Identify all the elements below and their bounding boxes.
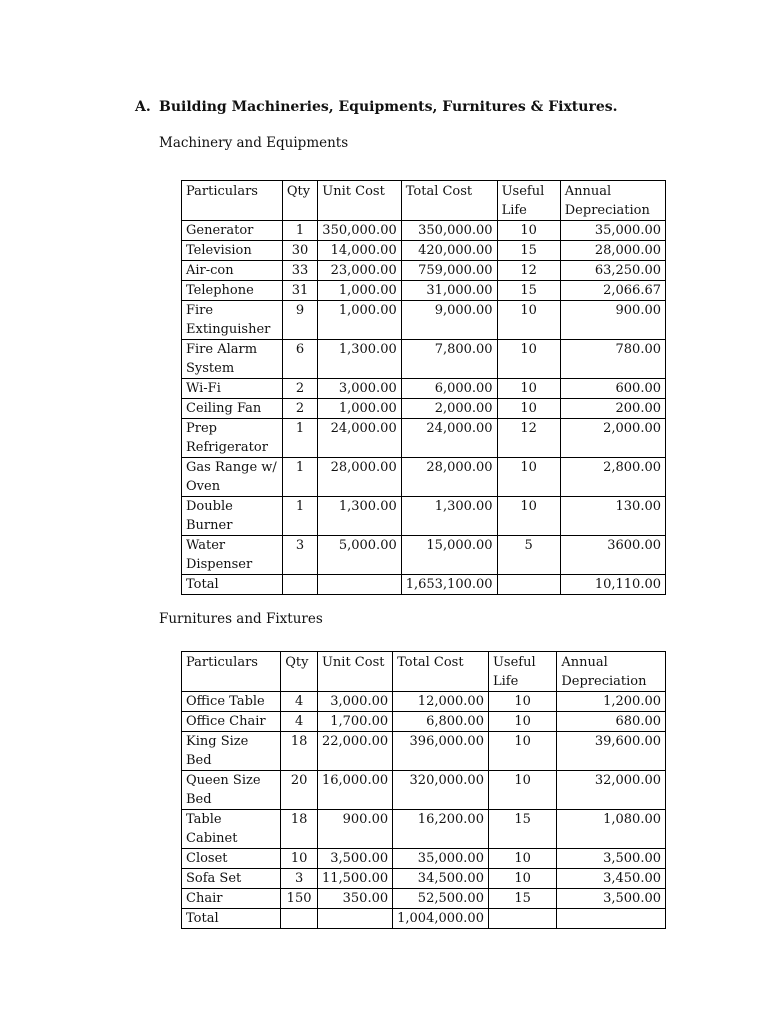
cell-total-cost: 16,200.00	[393, 810, 489, 849]
cell-unit-cost: 1,300.00	[318, 340, 401, 379]
total-total-cost: 1,653,100.00	[401, 575, 497, 595]
cell-annual-depreciation: 3,500.00	[557, 889, 666, 909]
cell-annual-depreciation: 39,600.00	[557, 732, 666, 771]
table-row	[182, 221, 666, 241]
cell-unit-cost: 11,500.00	[317, 869, 392, 889]
furniture-title: Furnitures and Fixtures	[159, 611, 323, 627]
cell-particulars: Ceiling Fan	[182, 399, 283, 419]
table-row	[182, 497, 666, 536]
table-row	[182, 379, 666, 399]
machinery-table	[181, 180, 666, 595]
cell-total-cost: 759,000.00	[401, 261, 497, 281]
cell-qty: 2	[282, 399, 317, 419]
table-row	[182, 419, 666, 458]
cell-total-cost: 6,000.00	[401, 379, 497, 399]
cell-useful-life: 10	[488, 712, 556, 732]
table-row	[182, 399, 666, 419]
header-row	[182, 181, 666, 221]
cell-qty: 150	[281, 889, 318, 909]
cell-total-cost: 350,000.00	[401, 221, 497, 241]
cell-useful-life: 5	[497, 536, 560, 575]
header-qty: Qty	[282, 181, 317, 221]
cell-unit-cost: 1,000.00	[318, 399, 401, 419]
section-heading	[135, 99, 617, 115]
cell-useful-life: 10	[488, 692, 556, 712]
cell-annual-depreciation: 680.00	[557, 712, 666, 732]
cell-unit-cost: 14,000.00	[318, 241, 401, 261]
cell-particulars: Generator	[182, 221, 283, 241]
total-qty	[281, 909, 318, 929]
total-row	[182, 909, 666, 929]
cell-unit-cost: 1,000.00	[318, 281, 401, 301]
cell-annual-depreciation: 3,450.00	[557, 869, 666, 889]
cell-annual-depreciation: 780.00	[560, 340, 665, 379]
cell-useful-life: 12	[497, 261, 560, 281]
cell-particulars: Fire Alarm System	[182, 340, 283, 379]
machinery-title: Machinery and Equipments	[159, 135, 349, 151]
total-unit-cost	[318, 575, 401, 595]
header-unit-cost: Unit Cost	[318, 181, 401, 221]
cell-particulars: Telephone	[182, 281, 283, 301]
cell-unit-cost: 22,000.00	[317, 732, 392, 771]
cell-particulars: Office Table	[182, 692, 281, 712]
table-row	[182, 301, 666, 340]
cell-qty: 10	[281, 849, 318, 869]
cell-particulars: Table Cabinet	[182, 810, 281, 849]
cell-particulars: Gas Range w/ Oven	[182, 458, 283, 497]
cell-total-cost: 6,800.00	[393, 712, 489, 732]
cell-qty: 6	[282, 340, 317, 379]
cell-total-cost: 420,000.00	[401, 241, 497, 261]
cell-annual-depreciation: 32,000.00	[557, 771, 666, 810]
total-row	[182, 575, 666, 595]
cell-total-cost: 15,000.00	[401, 536, 497, 575]
total-total-cost: 1,004,000.00	[393, 909, 489, 929]
cell-particulars: Office Chair	[182, 712, 281, 732]
cell-annual-depreciation: 2,066.67	[560, 281, 665, 301]
cell-particulars: Prep Refrigerator	[182, 419, 283, 458]
cell-particulars: Queen Size Bed	[182, 771, 281, 810]
cell-particulars: Water Dispenser	[182, 536, 283, 575]
cell-total-cost: 2,000.00	[401, 399, 497, 419]
cell-total-cost: 24,000.00	[401, 419, 497, 458]
cell-unit-cost: 28,000.00	[318, 458, 401, 497]
cell-qty: 4	[281, 712, 318, 732]
table-row	[182, 810, 666, 849]
cell-useful-life: 12	[497, 419, 560, 458]
cell-unit-cost: 24,000.00	[318, 419, 401, 458]
cell-annual-depreciation: 63,250.00	[560, 261, 665, 281]
total-particulars: Total	[182, 575, 283, 595]
table-row	[182, 458, 666, 497]
cell-qty: 1	[282, 497, 317, 536]
table-row	[182, 340, 666, 379]
total-useful-life	[488, 909, 556, 929]
table-row	[182, 712, 666, 732]
table-row	[182, 241, 666, 261]
furniture-table	[181, 651, 666, 929]
cell-unit-cost: 1,000.00	[318, 301, 401, 340]
cell-annual-depreciation: 28,000.00	[560, 241, 665, 261]
cell-unit-cost: 1,300.00	[318, 497, 401, 536]
cell-qty: 18	[281, 732, 318, 771]
cell-unit-cost: 900.00	[317, 810, 392, 849]
cell-annual-depreciation: 600.00	[560, 379, 665, 399]
cell-total-cost: 1,300.00	[401, 497, 497, 536]
cell-total-cost: 52,500.00	[393, 889, 489, 909]
cell-useful-life: 10	[497, 301, 560, 340]
cell-particulars: Air-con	[182, 261, 283, 281]
table-row	[182, 261, 666, 281]
cell-annual-depreciation: 1,080.00	[557, 810, 666, 849]
cell-unit-cost: 16,000.00	[317, 771, 392, 810]
header-unit-cost: Unit Cost	[317, 652, 392, 692]
cell-total-cost: 320,000.00	[393, 771, 489, 810]
cell-qty: 1	[282, 419, 317, 458]
cell-qty: 1	[282, 458, 317, 497]
cell-useful-life: 10	[488, 732, 556, 771]
header-useful-life: Useful Life	[497, 181, 560, 221]
table-row	[182, 732, 666, 771]
cell-particulars: Wi-Fi	[182, 379, 283, 399]
cell-annual-depreciation: 2,800.00	[560, 458, 665, 497]
cell-annual-depreciation: 3,500.00	[557, 849, 666, 869]
cell-qty: 9	[282, 301, 317, 340]
cell-unit-cost: 1,700.00	[317, 712, 392, 732]
cell-useful-life: 10	[497, 340, 560, 379]
table-row	[182, 771, 666, 810]
cell-total-cost: 396,000.00	[393, 732, 489, 771]
cell-useful-life: 10	[488, 771, 556, 810]
cell-useful-life: 15	[497, 281, 560, 301]
cell-particulars: Closet	[182, 849, 281, 869]
cell-annual-depreciation: 3600.00	[560, 536, 665, 575]
cell-particulars: Sofa Set	[182, 869, 281, 889]
cell-particulars: King Size Bed	[182, 732, 281, 771]
table-row	[182, 536, 666, 575]
total-particulars: Total	[182, 909, 281, 929]
cell-total-cost: 12,000.00	[393, 692, 489, 712]
cell-unit-cost: 3,500.00	[317, 849, 392, 869]
cell-annual-depreciation: 130.00	[560, 497, 665, 536]
total-annual-depreciation: 10,110.00	[560, 575, 665, 595]
cell-qty: 4	[281, 692, 318, 712]
cell-qty: 18	[281, 810, 318, 849]
cell-qty: 33	[282, 261, 317, 281]
header-particulars: Particulars	[182, 181, 283, 221]
heading-number: A.	[135, 99, 151, 115]
cell-unit-cost: 3,000.00	[317, 692, 392, 712]
cell-annual-depreciation: 35,000.00	[560, 221, 665, 241]
cell-total-cost: 9,000.00	[401, 301, 497, 340]
cell-annual-depreciation: 1,200.00	[557, 692, 666, 712]
cell-useful-life: 10	[497, 458, 560, 497]
cell-total-cost: 31,000.00	[401, 281, 497, 301]
cell-useful-life: 10	[497, 221, 560, 241]
cell-useful-life: 10	[488, 869, 556, 889]
header-annual-depreciation: Annual Depreciation	[557, 652, 666, 692]
cell-unit-cost: 23,000.00	[318, 261, 401, 281]
cell-useful-life: 15	[497, 241, 560, 261]
cell-total-cost: 34,500.00	[393, 869, 489, 889]
cell-unit-cost: 350,000.00	[318, 221, 401, 241]
total-qty	[282, 575, 317, 595]
cell-useful-life: 10	[497, 399, 560, 419]
cell-annual-depreciation: 2,000.00	[560, 419, 665, 458]
cell-annual-depreciation: 900.00	[560, 301, 665, 340]
cell-qty: 1	[282, 221, 317, 241]
cell-useful-life: 10	[497, 379, 560, 399]
cell-qty: 20	[281, 771, 318, 810]
table-row	[182, 869, 666, 889]
cell-unit-cost: 350.00	[317, 889, 392, 909]
cell-particulars: Fire Extinguisher	[182, 301, 283, 340]
cell-useful-life: 10	[497, 497, 560, 536]
cell-qty: 30	[282, 241, 317, 261]
cell-annual-depreciation: 200.00	[560, 399, 665, 419]
total-unit-cost	[317, 909, 392, 929]
cell-qty: 3	[282, 536, 317, 575]
total-annual-depreciation	[557, 909, 666, 929]
cell-unit-cost: 5,000.00	[318, 536, 401, 575]
table-row	[182, 692, 666, 712]
total-useful-life	[497, 575, 560, 595]
cell-particulars: Double Burner	[182, 497, 283, 536]
cell-useful-life: 15	[488, 810, 556, 849]
table-row	[182, 849, 666, 869]
header-useful-life: Useful Life	[488, 652, 556, 692]
cell-useful-life: 15	[488, 889, 556, 909]
header-annual-depreciation: Annual Depreciation	[560, 181, 665, 221]
cell-total-cost: 28,000.00	[401, 458, 497, 497]
cell-particulars: Chair	[182, 889, 281, 909]
header-particulars: Particulars	[182, 652, 281, 692]
cell-useful-life: 10	[488, 849, 556, 869]
table-row	[182, 281, 666, 301]
cell-particulars: Television	[182, 241, 283, 261]
cell-qty: 3	[281, 869, 318, 889]
header-qty: Qty	[281, 652, 318, 692]
header-total-cost: Total Cost	[401, 181, 497, 221]
header-total-cost: Total Cost	[393, 652, 489, 692]
cell-qty: 31	[282, 281, 317, 301]
cell-qty: 2	[282, 379, 317, 399]
cell-total-cost: 7,800.00	[401, 340, 497, 379]
header-row	[182, 652, 666, 692]
cell-total-cost: 35,000.00	[393, 849, 489, 869]
table-row	[182, 889, 666, 909]
heading-text: Building Machineries, Equipments, Furnitures & Fixtures.	[159, 99, 618, 115]
cell-unit-cost: 3,000.00	[318, 379, 401, 399]
